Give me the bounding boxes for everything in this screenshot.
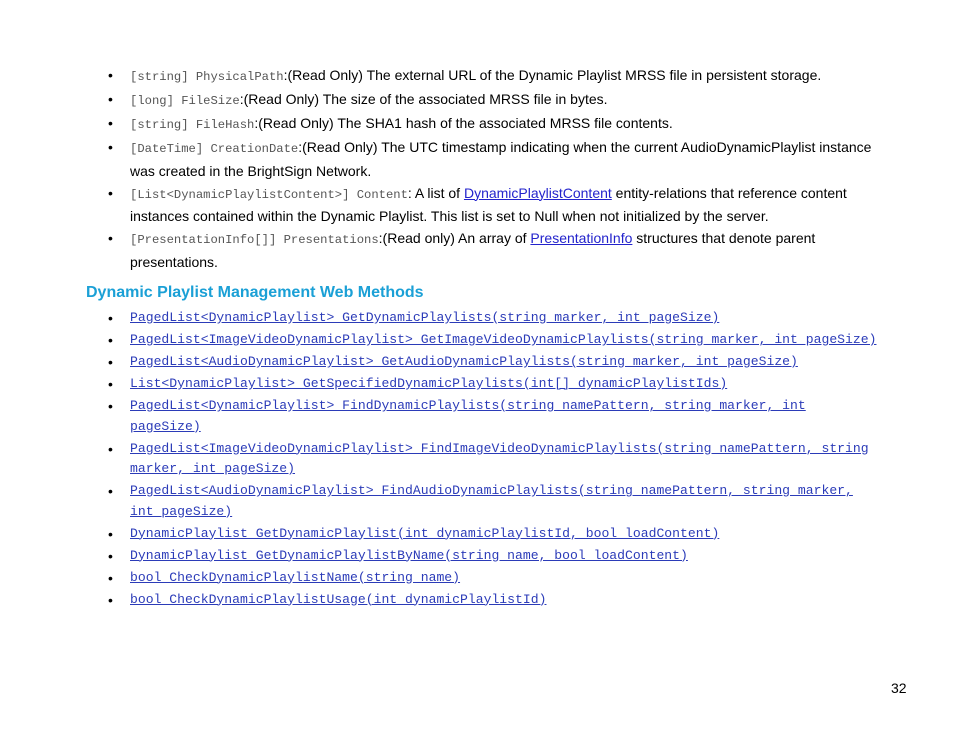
property-code: [long] FileSize [130, 94, 240, 108]
bullet-icon: • [108, 139, 113, 155]
bullet-icon: • [108, 184, 113, 201]
method-item [108, 330, 878, 351]
bullet-icon: • [108, 310, 113, 326]
bullet-icon: • [108, 67, 113, 83]
method-item [108, 524, 878, 545]
method-item [108, 352, 878, 373]
bullet-icon: • [108, 483, 113, 499]
bullet-icon: • [108, 332, 113, 348]
method-link[interactable]: PagedList<AudioDynamicPlaylist> FindAudioDynamicPlaylists(string namePattern, string marker, int pageSize) [130, 483, 853, 519]
bullet-icon: • [108, 354, 113, 370]
bullet-icon: • [108, 525, 113, 542]
method-link[interactable]: bool CheckDynamicPlaylistUsage(int dynamicPlaylistId) [130, 591, 547, 607]
property-code: [PresentationInfo[]] Presentations [130, 233, 379, 247]
property-item [108, 137, 898, 182]
method-link[interactable]: bool CheckDynamicPlaylistName(string name) [130, 569, 461, 585]
dynamic-playlist-content-link[interactable]: DynamicPlaylistContent [463, 184, 612, 201]
property-item [108, 65, 898, 89]
method-link[interactable]: List<DynamicPlaylist> GetSpecifiedDynamicPlaylists(int[] dynamicPlaylistIds) [130, 376, 728, 391]
bullet-icon: • [108, 591, 113, 608]
bullet-icon: • [108, 91, 113, 107]
method-link[interactable]: PagedList<DynamicPlaylist> GetDynamicPlaylists(string marker, int pageSize) [130, 310, 720, 325]
property-description-end: structures that denote parent presentations. [130, 230, 816, 270]
page-number: 32 [891, 680, 907, 696]
method-link[interactable]: PagedList<ImageVideoDynamicPlaylist> FindImageVideoDynamicPlaylists(string namePattern, string marker, int pageSize) [130, 440, 869, 476]
bullet-icon: • [108, 440, 113, 457]
method-link[interactable]: PagedList<DynamicPlaylist> FindDynamicPlaylists(string namePattern, string marker, int pageSize) [130, 398, 806, 434]
property-description-start: : A list of [407, 184, 464, 201]
property-item [108, 113, 898, 137]
bullet-icon: • [108, 547, 113, 564]
method-item [108, 481, 878, 522]
section-heading: Dynamic Playlist Management Web Methods [86, 284, 424, 301]
methods-list [108, 308, 878, 612]
property-code: [List<DynamicPlaylistContent>] Content [130, 187, 408, 202]
property-code: [string] FileHash [130, 118, 255, 132]
method-item [108, 568, 878, 589]
method-item [108, 308, 878, 329]
property-description: :(Read Only) The external URL of the Dynamic Playlist MRSS file in persistent storage. [283, 67, 822, 83]
presentation-info-link[interactable]: PresentationInfo [530, 230, 633, 246]
bullet-icon: • [108, 569, 113, 586]
method-link[interactable]: DynamicPlaylist GetDynamicPlaylistByName(string name, bool loadContent) [130, 547, 688, 563]
bullet-icon: • [108, 398, 113, 414]
bullet-icon: • [108, 376, 113, 392]
method-link[interactable]: PagedList<ImageVideoDynamicPlaylist> GetImageVideoDynamicPlaylists(string marker, int pageSize) [130, 332, 877, 347]
property-list [108, 65, 898, 274]
property-code: [DateTime] CreationDate [130, 142, 299, 156]
bullet-icon: • [108, 115, 113, 131]
property-description-end: entity-relations that reference content instances contained within the Dynamic Playlist. This list is set to Null when not initialized by the server. [130, 184, 847, 224]
property-item [108, 228, 898, 273]
property-description: :(Read Only) The UTC timestamp indicating when the current AudioDynamicPlaylist instance was created in the BrightSign Network. [130, 139, 872, 179]
property-description-start: :(Read only) An array of [378, 230, 531, 246]
method-link[interactable]: PagedList<AudioDynamicPlaylist> GetAudioDynamicPlaylists(string marker, int pageSize) [130, 354, 798, 369]
method-item [108, 374, 878, 395]
property-description: :(Read Only) The SHA1 hash of the associated MRSS file contents. [254, 115, 673, 131]
method-link[interactable]: DynamicPlaylist GetDynamicPlaylist(int dynamicPlaylistId, bool loadContent) [130, 525, 720, 541]
property-code: [string] PhysicalPath [130, 70, 284, 84]
property-description: :(Read Only) The size of the associated MRSS file in bytes. [239, 91, 608, 107]
method-item [108, 439, 878, 480]
method-item [108, 590, 878, 611]
method-item [108, 396, 878, 437]
bullet-icon: • [108, 230, 113, 246]
method-item [108, 546, 878, 567]
property-item [108, 89, 898, 113]
property-item [108, 183, 898, 228]
